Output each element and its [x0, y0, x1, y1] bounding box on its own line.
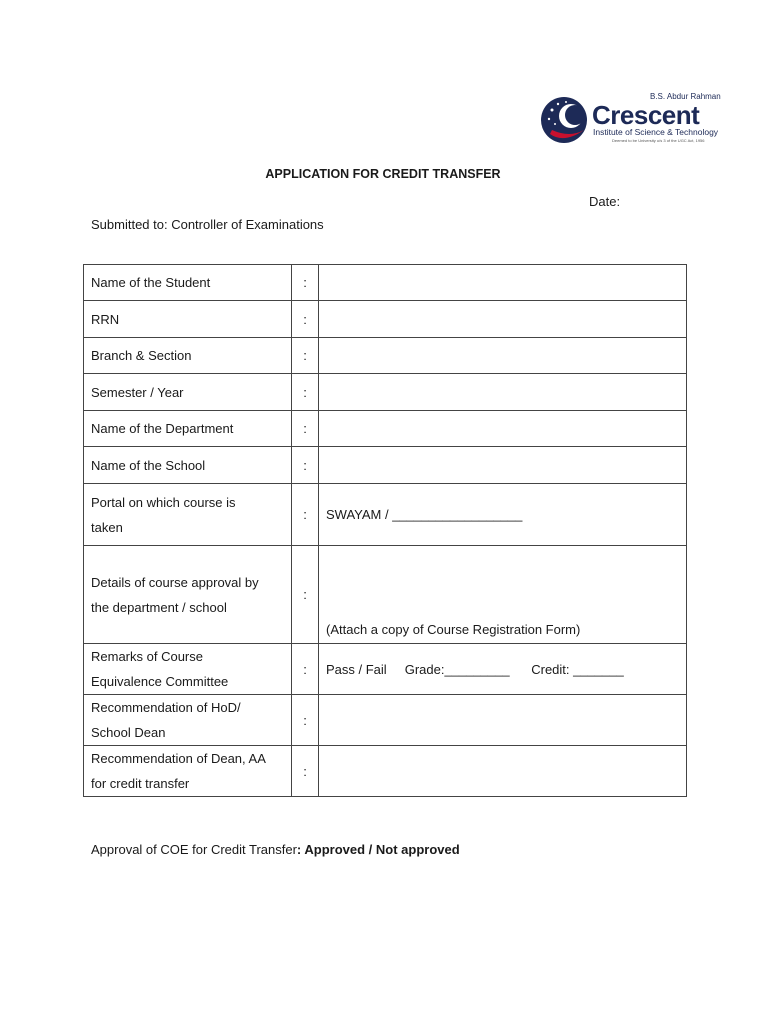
dean-recommendation-field[interactable]	[319, 746, 687, 797]
approval-prefix: Approval of COE for Credit Transfer	[91, 842, 297, 857]
row-label-line: the department / school	[91, 599, 227, 615]
table-row	[84, 644, 687, 695]
row-label	[84, 746, 292, 797]
row-label-line: Details of course approval by	[91, 574, 259, 590]
row-label: Name of the School	[84, 447, 292, 484]
table-row	[84, 301, 687, 338]
row-label: Branch & Section	[84, 338, 292, 374]
hod-recommendation-field[interactable]	[319, 695, 687, 746]
row-label-line: Portal on which course is	[91, 494, 236, 510]
student-name-field[interactable]	[319, 265, 687, 301]
table-row	[84, 447, 687, 484]
school-field[interactable]	[319, 447, 687, 484]
attach-hint: (Attach a copy of Course Registration Form)	[326, 622, 581, 637]
row-label: Name of the Department	[84, 411, 292, 447]
colon: :	[292, 374, 319, 411]
logo-small-text: Deemed to be University u/s 3 of the UGC Act, 1956	[612, 138, 705, 143]
table-row	[84, 484, 687, 546]
colon: :	[292, 644, 319, 695]
rrn-field[interactable]	[319, 301, 687, 338]
row-label	[84, 695, 292, 746]
branch-section-field[interactable]	[319, 338, 687, 374]
row-label-line: Recommendation of HoD/	[91, 700, 241, 715]
table-row	[84, 265, 687, 301]
row-label	[84, 484, 292, 546]
application-form-table	[83, 264, 687, 797]
row-label-line: Recommendation of Dean, AA	[91, 751, 266, 766]
logo-name: Crescent	[592, 100, 700, 130]
table-row	[84, 746, 687, 797]
institution-logo	[540, 92, 725, 148]
course-approval-field[interactable]	[319, 546, 687, 644]
table-row	[84, 338, 687, 374]
colon: :	[292, 301, 319, 338]
colon: :	[292, 695, 319, 746]
colon: :	[292, 338, 319, 374]
table-row	[84, 411, 687, 447]
row-label	[84, 546, 292, 644]
colon: :	[292, 546, 319, 644]
colon: :	[292, 265, 319, 301]
semester-year-field[interactable]	[319, 374, 687, 411]
colon: :	[292, 746, 319, 797]
form-title: APPLICATION FOR CREDIT TRANSFER	[265, 167, 501, 181]
crescent-logo-icon	[540, 94, 592, 146]
remarks-field[interactable]: Pass / Fail Grade:_________ Credit: _______	[319, 644, 687, 695]
row-label-line: taken	[91, 519, 123, 535]
coe-approval	[91, 842, 460, 857]
logo-subtitle: Institute of Science & Technology	[593, 127, 719, 137]
row-label: Name of the Student	[84, 265, 292, 301]
portal-field[interactable]: SWAYAM / __________________	[319, 484, 687, 546]
table-row	[84, 374, 687, 411]
colon: :	[292, 447, 319, 484]
logo-top-text: B.S. Abdur Rahman	[650, 92, 721, 101]
row-label-line: for credit transfer	[91, 776, 190, 791]
row-label: Semester / Year	[84, 374, 292, 411]
row-label-line: Remarks of Course	[91, 649, 203, 664]
table-row	[84, 546, 687, 644]
row-label-line: Equivalence Committee	[91, 674, 229, 689]
colon: :	[292, 484, 319, 546]
department-field[interactable]	[319, 411, 687, 447]
row-label: RRN	[84, 301, 292, 338]
row-label	[84, 644, 292, 695]
colon: :	[292, 411, 319, 447]
date-label: Date:	[589, 194, 621, 209]
approval-options: : Approved / Not approved	[296, 842, 460, 857]
table-row	[84, 695, 687, 746]
row-label-line: School Dean	[91, 725, 166, 740]
submitted-to: Submitted to: Controller of Examinations	[91, 217, 324, 232]
